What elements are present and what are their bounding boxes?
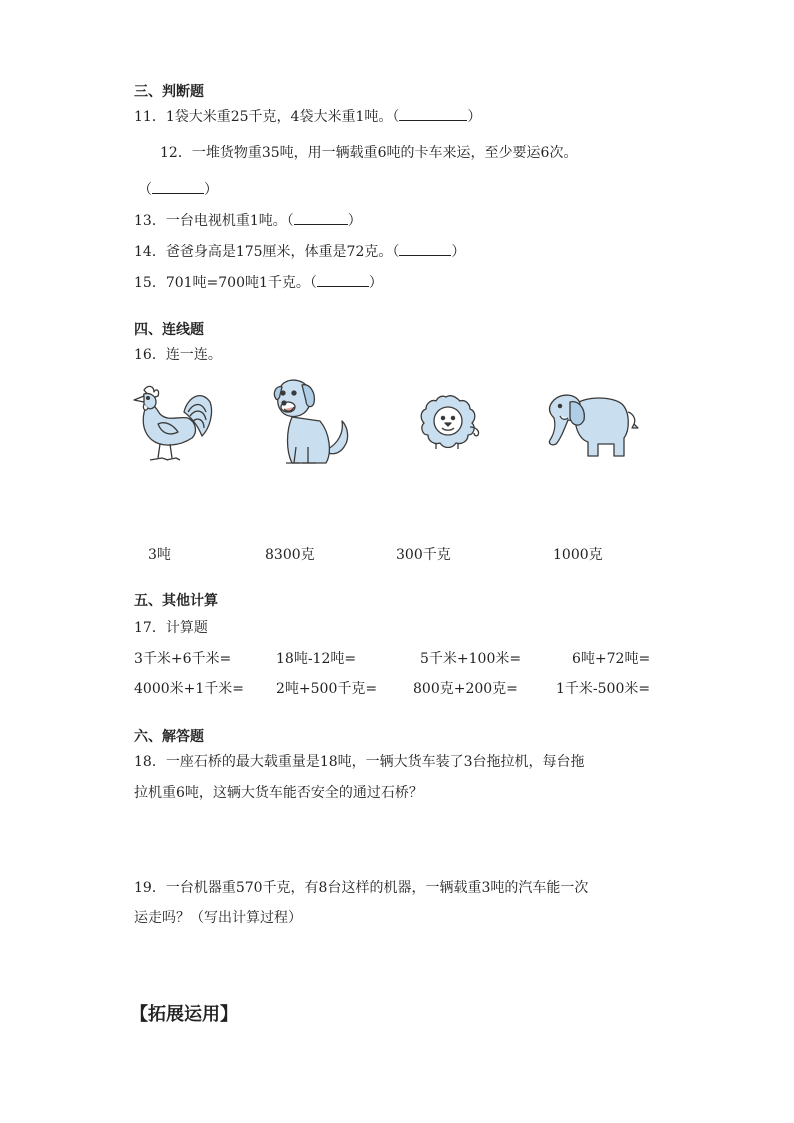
- close-paren: ）: [347, 213, 362, 229]
- question-13: [134, 212, 362, 230]
- rooster-image[interactable]: [128, 382, 218, 466]
- calc-2-3: 800克+200克=: [413, 681, 518, 697]
- answer-blank-13[interactable]: [294, 212, 348, 225]
- answer-blank-12[interactable]: [152, 181, 204, 194]
- weight-label-4[interactable]: 1000克: [553, 547, 603, 563]
- section-6-title: 六、解答题: [134, 729, 204, 745]
- section-5-title: 五、其他计算: [134, 593, 218, 609]
- question-13-text: 13．一台电视机重1吨。（: [134, 213, 294, 229]
- open-paren: （: [138, 182, 152, 198]
- question-14-text: 14．爸爸身高是175厘米，体重是72克。（: [134, 244, 400, 260]
- question-15: [134, 274, 383, 292]
- question-12-line1: 12．一堆货物重35吨，用一辆载重6吨的卡车来运，至少要运6次。: [160, 145, 578, 161]
- close-paren: ）: [368, 275, 383, 291]
- calc-1-1: 3千米+6千米=: [134, 651, 232, 667]
- question-18-line1: 18．一座石桥的最大载重量是18吨，一辆大货车装了3台拖拉机，每台拖: [134, 754, 585, 770]
- question-15-text: 15．701吨=700吨1千克。（: [134, 275, 317, 291]
- answer-blank-14[interactable]: [399, 243, 451, 256]
- elephant-image[interactable]: [540, 390, 640, 460]
- lion-image[interactable]: [414, 393, 482, 453]
- close-paren: ）: [467, 109, 482, 125]
- calc-1-3: 5千米+100米=: [420, 651, 522, 667]
- question-18-line2: 拉机重6吨，这辆大货车能否安全的通过石桥？: [134, 785, 423, 801]
- answer-blank-11[interactable]: [399, 108, 467, 121]
- calc-1-4: 6吨+72吨=: [572, 651, 651, 667]
- calc-2-1: 4000米+1千米=: [134, 681, 244, 697]
- section-extension-title: 【拓展运用】: [130, 1004, 238, 1025]
- question-16: 16．连一连。: [134, 347, 222, 363]
- calc-2-4: 1千米-500米=: [556, 681, 651, 697]
- calc-1-2: 18吨-12吨=: [276, 651, 357, 667]
- question-19-line1: 19．一台机器重570千克，有8台这样的机器，一辆载重3吨的汽车能一次: [134, 880, 589, 896]
- question-14: [134, 243, 465, 261]
- question-19-line2: 运走吗？（写出计算过程）: [134, 910, 302, 926]
- section-3-title: 三、判断题: [134, 84, 204, 100]
- close-paren: ）: [204, 182, 218, 198]
- question-11: [134, 108, 481, 126]
- close-paren: ）: [451, 244, 466, 260]
- question-11-text: 11．1袋大米重25千克，4袋大米重1吨。（: [134, 109, 400, 125]
- weight-label-2[interactable]: 8300克: [265, 547, 315, 563]
- dog-image[interactable]: [268, 377, 356, 469]
- calc-2-2: 2吨+500千克=: [276, 681, 378, 697]
- section-4-title: 四、连线题: [134, 322, 204, 338]
- weight-label-1[interactable]: 3吨: [148, 547, 171, 563]
- question-17: 17．计算题: [134, 620, 208, 636]
- answer-blank-15[interactable]: [317, 274, 369, 287]
- question-12-line2: [138, 181, 218, 199]
- weight-label-3[interactable]: 300千克: [396, 547, 451, 563]
